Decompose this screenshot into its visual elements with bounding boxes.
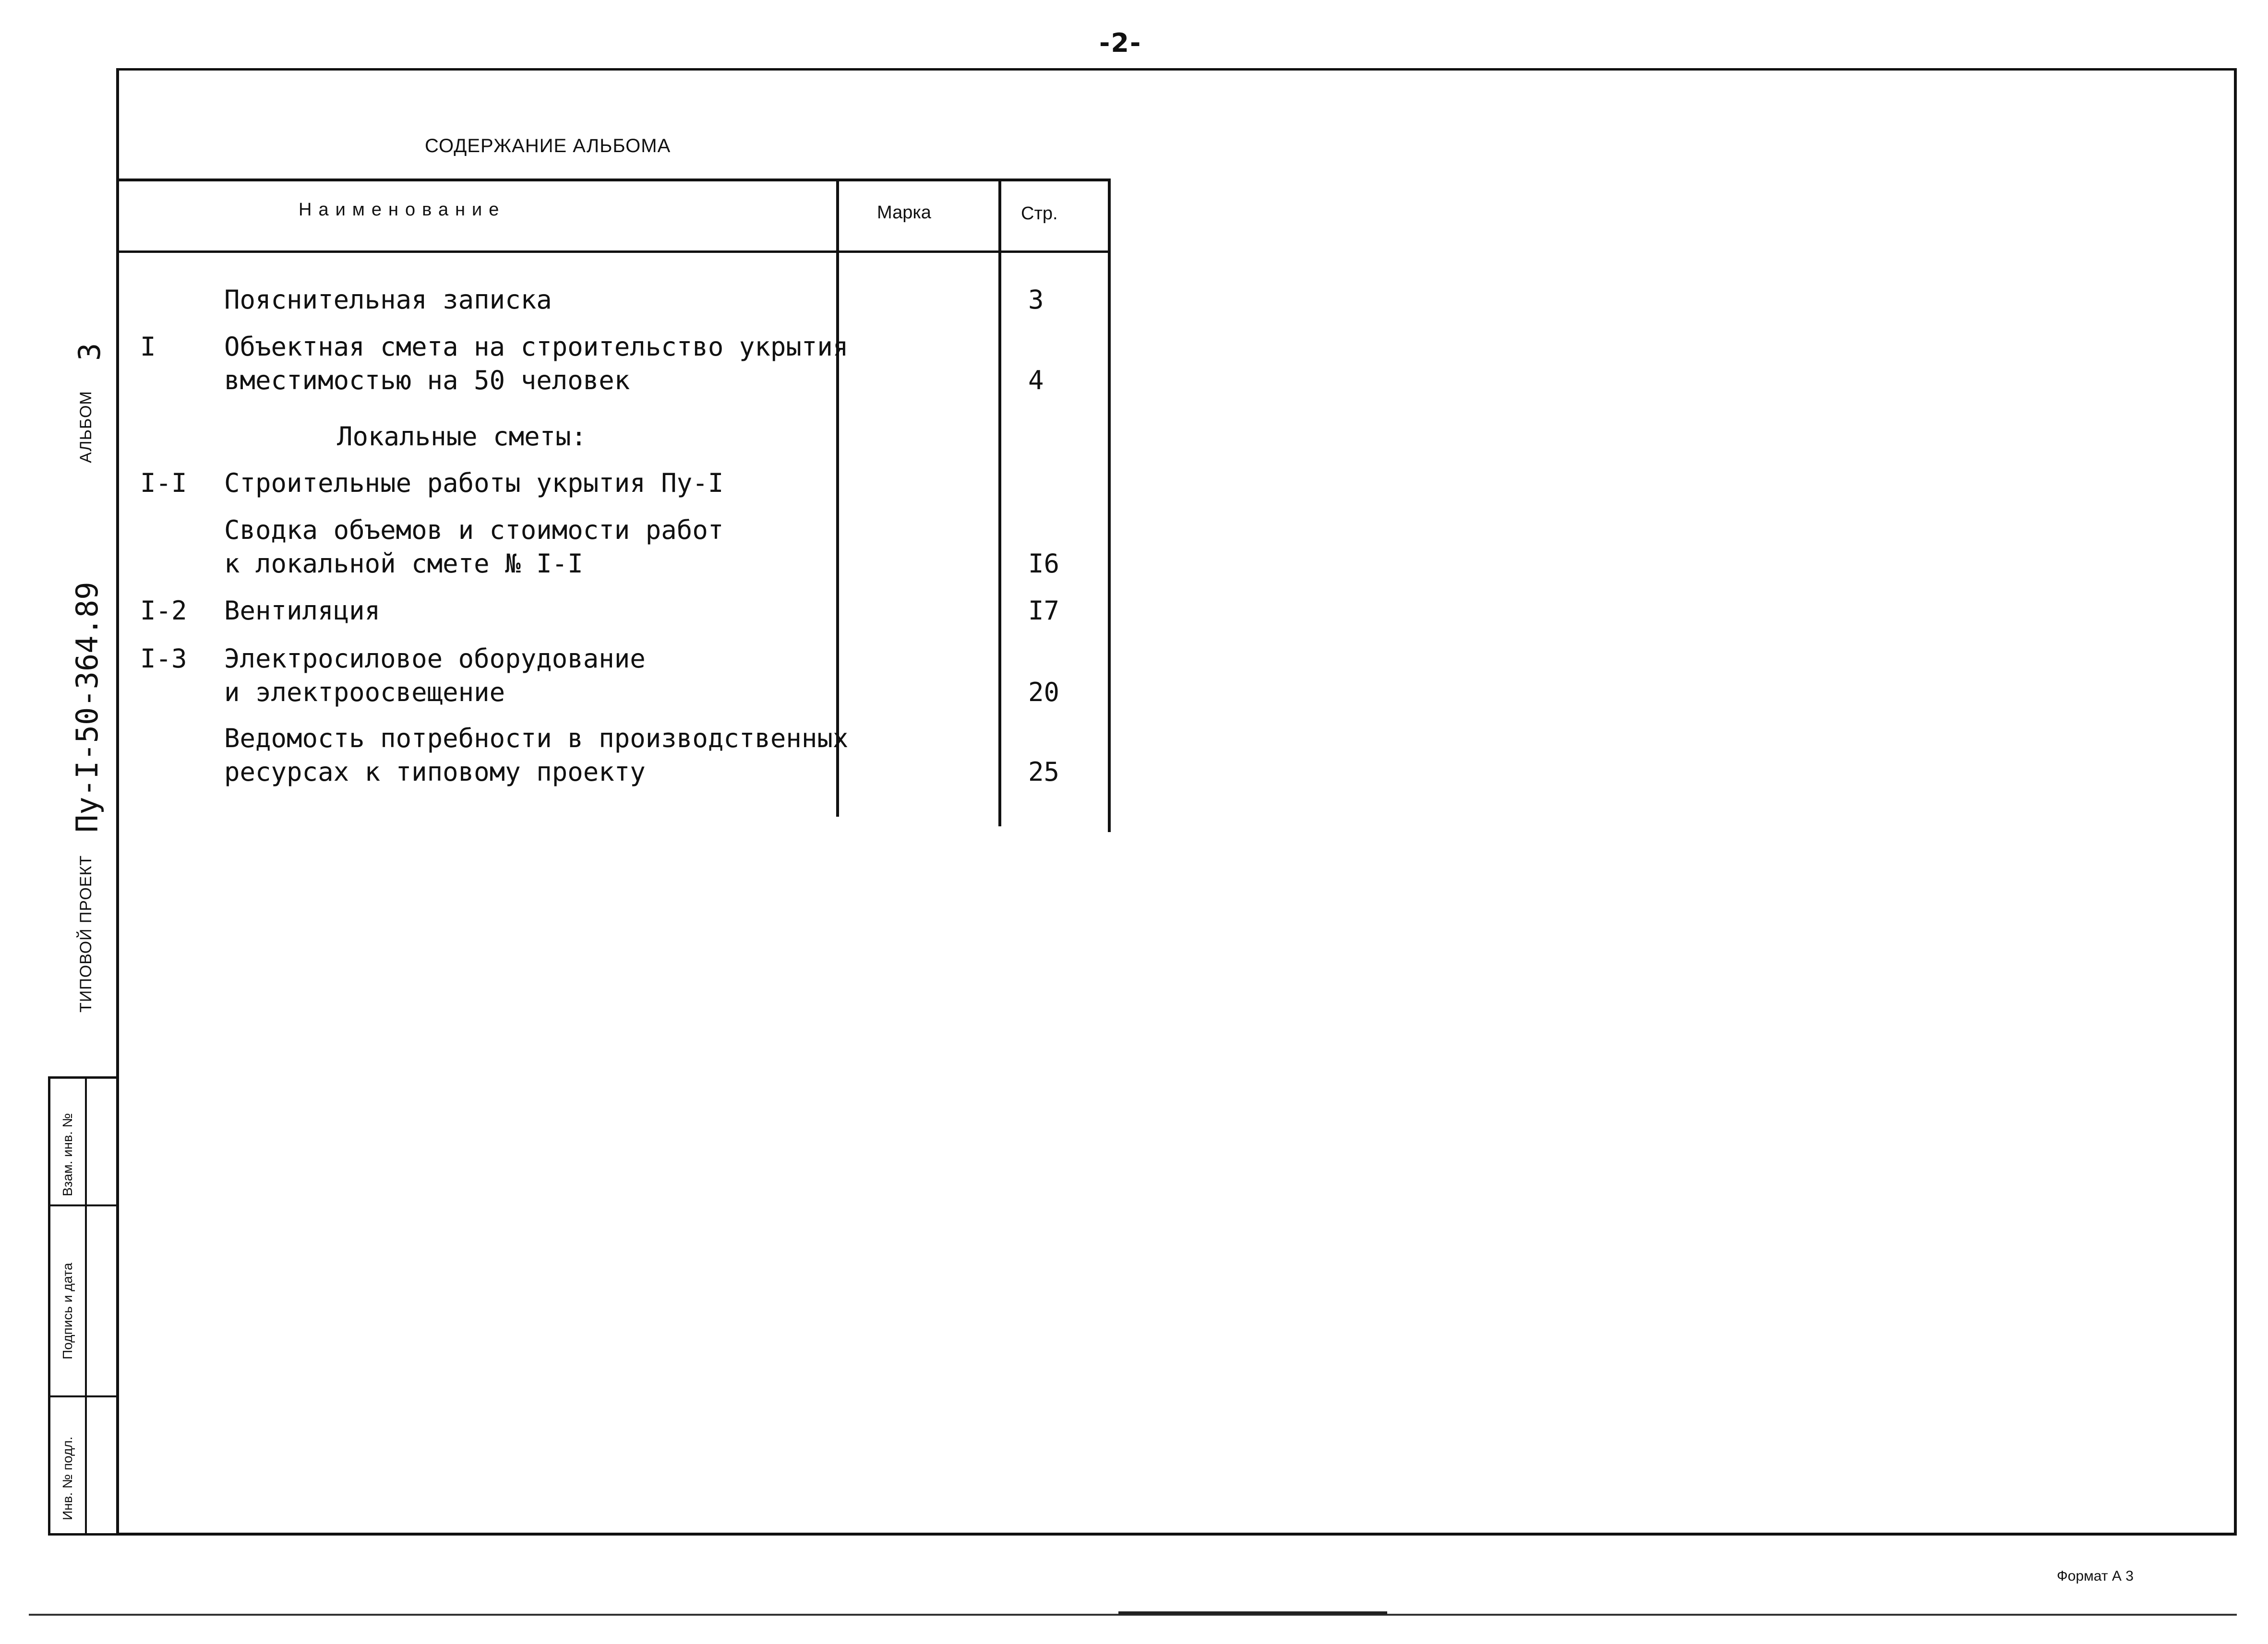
row-name-line: к локальной смете № I-I bbox=[224, 548, 583, 579]
stamp-field-replaced-inventory: Взам. инв. № bbox=[60, 1113, 75, 1196]
row-page: 25 bbox=[1028, 757, 1060, 787]
row-code: I-2 bbox=[140, 596, 187, 626]
row-name bbox=[224, 283, 552, 317]
row-name bbox=[224, 513, 723, 581]
stamp-field-signature-date: Подпись и дата bbox=[60, 1263, 75, 1359]
side-album-label: АЛЬБОМ bbox=[77, 391, 95, 463]
column-header-name: Наименование bbox=[299, 200, 506, 220]
format-label: Формат А 3 bbox=[2057, 1568, 2134, 1584]
section-subheading: Локальные сметы: bbox=[337, 421, 587, 452]
page-number: -2- bbox=[1099, 28, 1142, 58]
row-name-line: Объектная смета на строительство укрытия bbox=[224, 332, 849, 362]
column-header-page: Стр. bbox=[1021, 203, 1058, 224]
table-top-rule bbox=[116, 179, 1110, 181]
row-name-line: и электроосвещение bbox=[224, 677, 505, 707]
side-album-number: 3 bbox=[72, 343, 107, 361]
row-name-line: Сводка объемов и стоимости работ bbox=[224, 515, 724, 545]
row-code: I bbox=[140, 332, 156, 362]
column-header-mark: Марка bbox=[877, 203, 931, 223]
row-name bbox=[224, 642, 646, 709]
row-name-line: Строительные работы укрытия Пу-I bbox=[224, 468, 724, 498]
stamp-column-divider bbox=[85, 1079, 87, 1533]
album-title: СОДЕРЖАНИЕ АЛЬБОМА bbox=[425, 135, 671, 156]
row-page: 20 bbox=[1028, 677, 1060, 707]
column-divider-end bbox=[1108, 179, 1111, 832]
row-page: 4 bbox=[1028, 365, 1044, 395]
row-name bbox=[224, 466, 723, 500]
row-name-line: вместимостью на 50 человек bbox=[224, 365, 630, 395]
row-name-line: Ведомость потребности в производственных bbox=[224, 723, 849, 753]
bottom-cut-line-thick bbox=[1118, 1611, 1387, 1615]
approval-stamp bbox=[48, 1076, 119, 1536]
row-name-line: ресурсах к типовому проекту bbox=[224, 757, 646, 787]
row-name-line: Вентиляция bbox=[224, 596, 381, 626]
row-name-line: Электросиловое оборудование bbox=[224, 643, 646, 674]
row-name-line: Пояснительная записка bbox=[224, 285, 552, 315]
side-project-code: Пу-I-50-364.89 bbox=[70, 582, 105, 833]
stamp-row-divider bbox=[50, 1204, 117, 1206]
stamp-field-original-inventory: Инв. № подл. bbox=[60, 1436, 75, 1520]
row-code: I-I bbox=[140, 468, 187, 498]
row-name bbox=[224, 330, 848, 397]
row-page: 3 bbox=[1028, 285, 1044, 315]
stamp-row-divider bbox=[50, 1395, 117, 1397]
row-code: I-3 bbox=[140, 643, 187, 674]
row-name bbox=[224, 594, 380, 628]
row-page: I6 bbox=[1028, 548, 1060, 579]
column-divider-page bbox=[998, 179, 1001, 826]
row-name bbox=[224, 722, 848, 789]
side-project-label: ТИПОВОЙ ПРОЕКТ bbox=[77, 855, 95, 1013]
column-divider-mark bbox=[836, 179, 839, 817]
row-page: I7 bbox=[1028, 596, 1060, 626]
table-header-rule bbox=[116, 250, 1110, 253]
